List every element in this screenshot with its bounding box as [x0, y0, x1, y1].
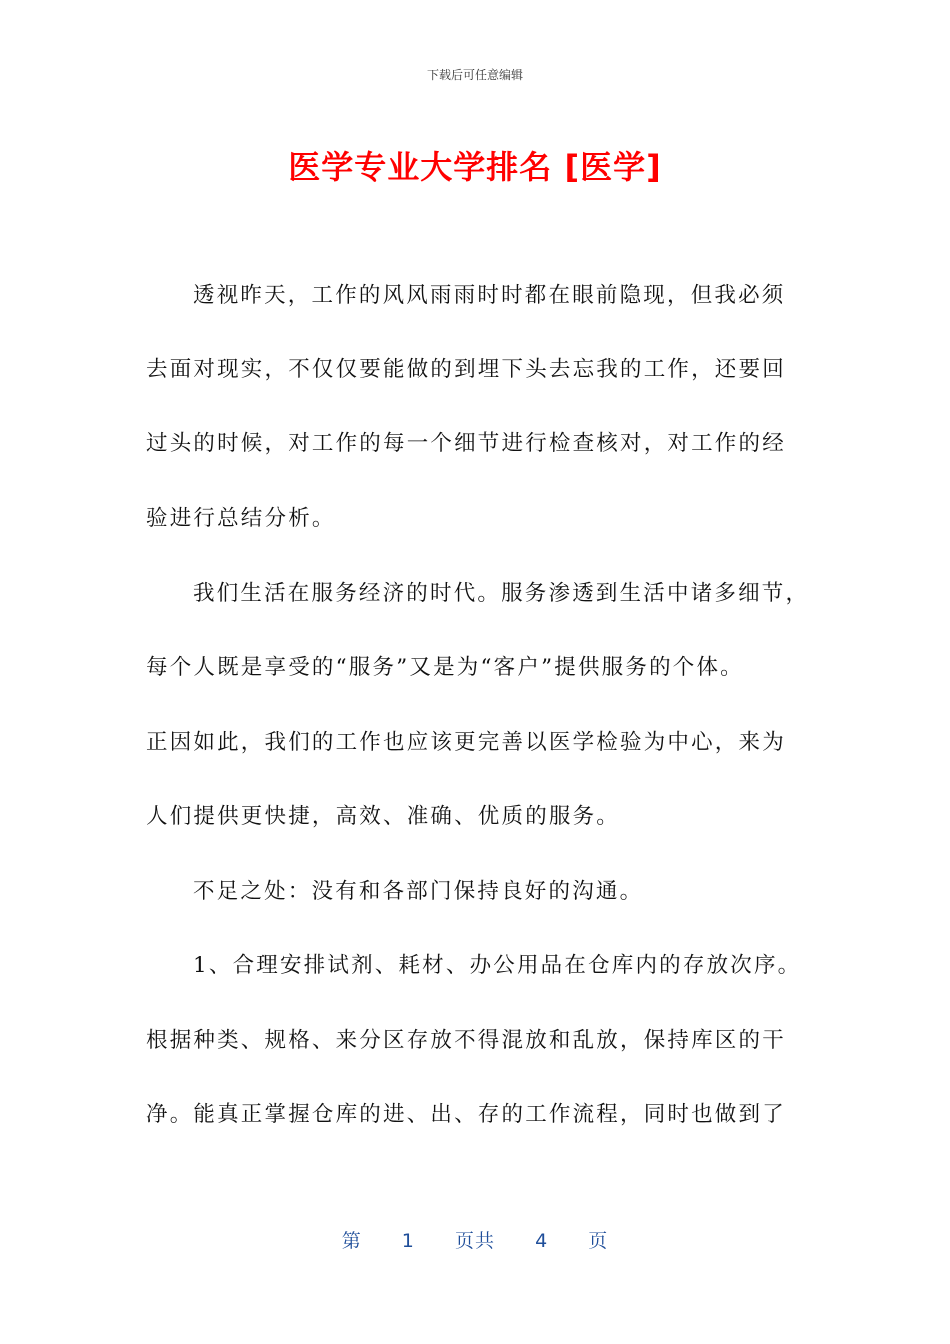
footer-suffix: 页 — [588, 1230, 609, 1252]
footer-mid: 页共 — [454, 1230, 495, 1252]
body-line: 我们生活在服务经济的时代。服务渗透到生活中诸多细节， — [193, 581, 810, 606]
body-line: 验进行总结分析。 — [146, 506, 336, 531]
footer-page-number: 1 — [401, 1230, 415, 1252]
body-line: 净。能真正掌握仓库的进、出、存的工作流程，同时也做到了 — [146, 1102, 786, 1127]
document-title: 医学专业大学排名 [医学] — [288, 148, 662, 186]
page-footer — [0, 1226, 950, 1253]
body-line: 不足之处：没有和各部门保持良好的沟通。 — [193, 879, 644, 904]
body-line: 1、合理安排试剂、耗材、办公用品在仓库内的存放次序。 — [193, 953, 802, 978]
body-line: 去面对现实，不仅仅要能做的到埋下头去忘我的工作，还要回 — [146, 357, 786, 382]
body-line: 透视昨天，工作的风风雨雨时时都在眼前隐现，但我必须 — [193, 283, 786, 308]
header-note: 下载后可任意编辑 — [426, 68, 523, 82]
footer-total-pages: 4 — [535, 1230, 549, 1252]
body-line: 过头的时候，对工作的每一个细节进行检查核对，对工作的经 — [146, 431, 786, 456]
body-line: 每个人既是享受的“服务”又是为“客户”提供服务的个体。 — [146, 655, 744, 680]
body-line: 根据种类、规格、来分区存放不得混放和乱放，保持库区的干 — [146, 1028, 786, 1053]
body-line: 人们提供更快捷，高效、准确、优质的服务。 — [146, 804, 621, 829]
footer-prefix: 第 — [341, 1230, 362, 1252]
body-line: 正因如此，我们的工作也应该更完善以医学检验为中心，来为 — [146, 730, 786, 755]
